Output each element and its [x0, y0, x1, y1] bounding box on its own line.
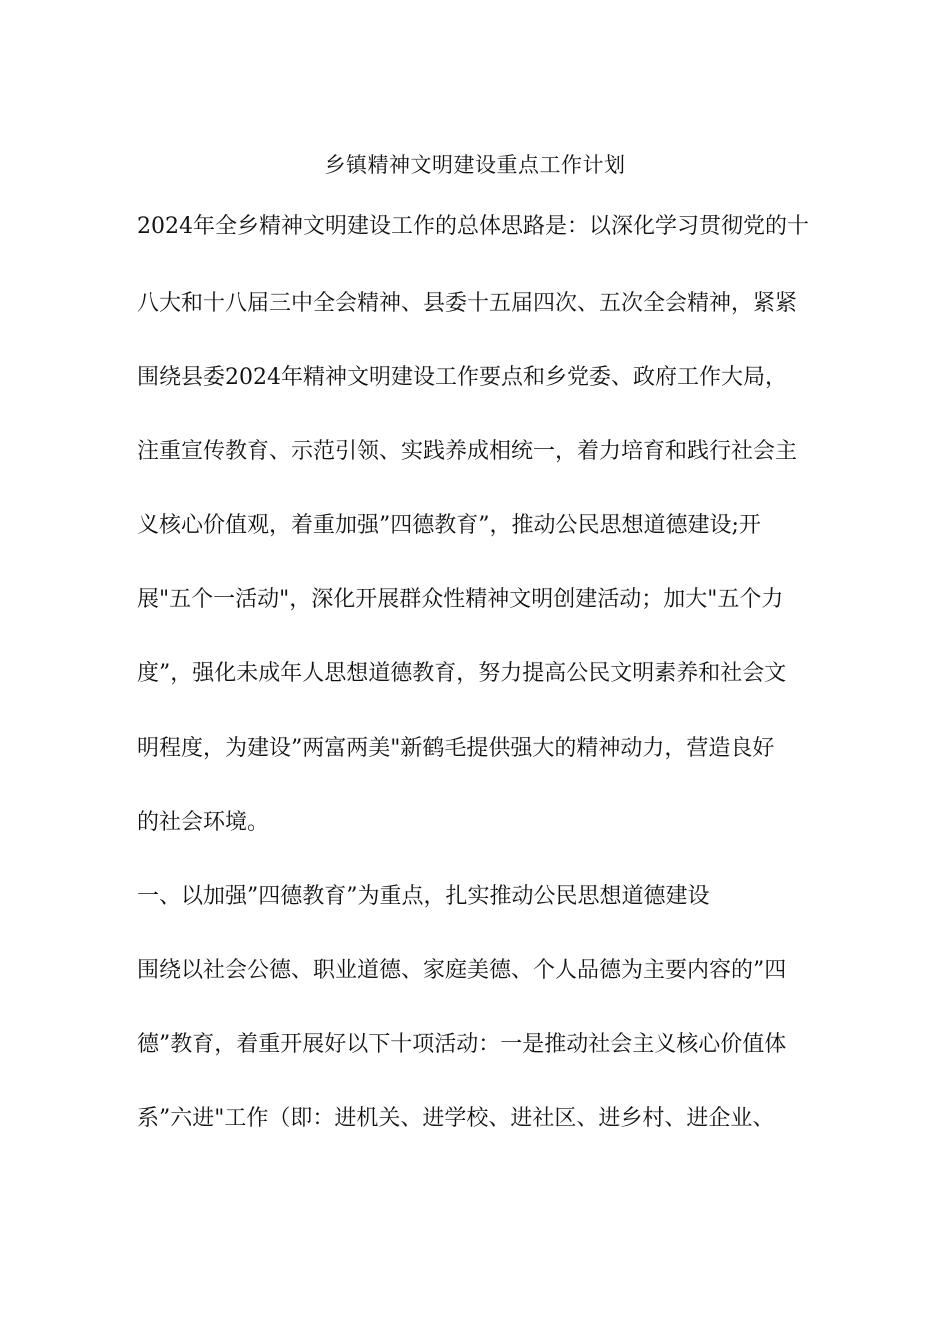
body-line: 的社会环境。 [137, 810, 270, 835]
body-line: 围绕以社会公德、职业道德、家庭美德、个人品德为主要内容的”四 [137, 958, 787, 983]
body-line: 2024年全乡精神文明建设工作的总体思路是：以深化学习贯彻党的十 [137, 214, 809, 239]
body-line: 围绕县委2024年精神文明建设工作要点和乡党委、政府工作大局， [137, 365, 787, 390]
section-heading: 一、以加强”四德教育”为重点，扎实推动公民思想道德建设 [137, 884, 710, 909]
document-title: 乡镇精神文明建设重点工作计划 [324, 153, 626, 177]
body-line: 德”教育，着重开展好以下十项活动：一是推动社会主义核心价值体 [137, 1032, 787, 1057]
body-line: 度”，强化未成年人思想道德教育，努力提高公民文明素养和社会文 [137, 661, 787, 686]
body-line: 八大和十八届三中全会精神、县委十五届四次、五次全会精神，紧紧 [137, 291, 798, 316]
body-line: 义核心价值观，着重加强”四德教育”，推动公民思想道德建设;开 [137, 513, 761, 538]
body-line: 注重宣传教育、示范引领、实践养成相统一，着力培育和践行社会主 [137, 439, 798, 464]
body-line: 明程度，为建设”两富两美"新鹤毛提供强大的精神动力，营造良好 [137, 736, 775, 761]
body-line: 系”六进"工作（即：进机关、进学校、进社区、进乡村、进企业、 [137, 1106, 775, 1131]
body-line: 展"五个一活动"，深化开展群众性精神文明创建活动；加大"五个力 [137, 587, 784, 612]
